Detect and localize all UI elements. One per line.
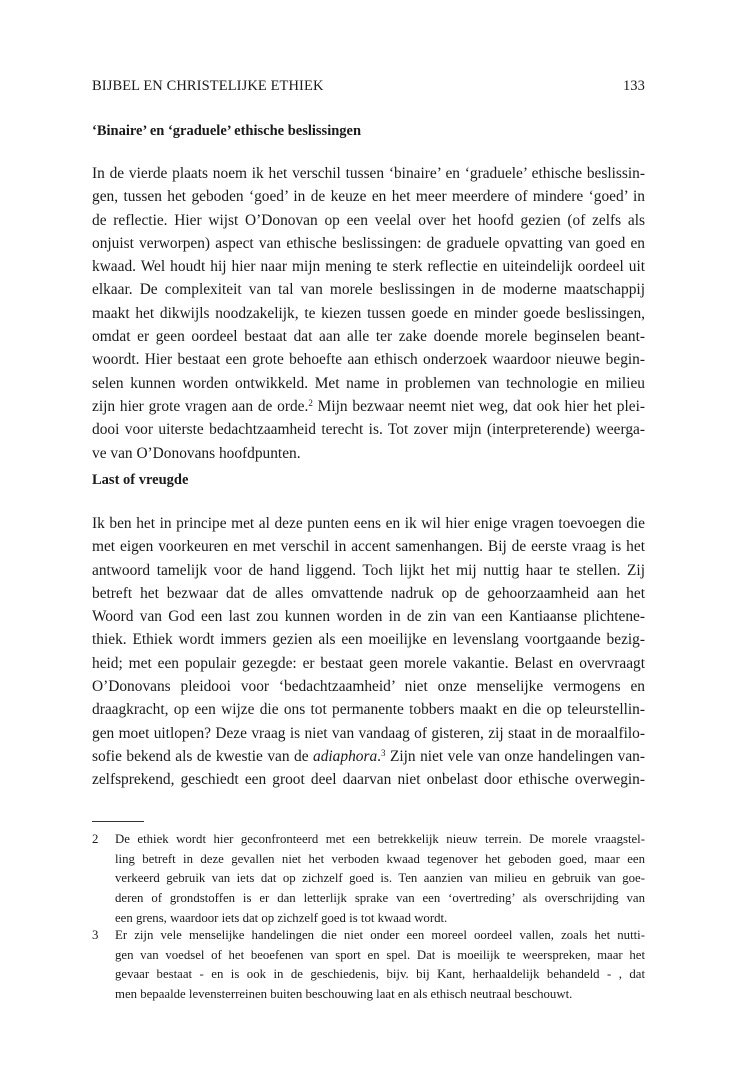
text-line: omdat er geen oordeel bestaat dat aan alle ter zake doende morele beginselen beant- — [92, 328, 645, 346]
paragraph-last-of-vreugde — [92, 512, 645, 792]
text-line: kwaad. Wel houdt hij hier naar mijn mening te sterk reflectie en uiteindelijk oordeel uit — [92, 258, 645, 276]
text-segment: Zijn niet vele van onze handelingen van- — [385, 747, 645, 765]
footnote-line: verkeerd gebruik van iets dat op zichzelf goed is. Ten aanzien van milieu en gebruik van goe- — [115, 871, 645, 886]
text-line: zelfsprekend, geschiedt een groot deel daarvan niet onbelast door ethische overwegin- — [92, 771, 645, 789]
text-line: betreft het bezwaar dat de alles omvattende nadruk op de gehoorzaamheid aan het — [92, 584, 645, 602]
footnote-ref-3[interactable]: 3 — [381, 747, 386, 758]
text-line: dooi voor uiterste bedachtzaamheid terecht is. Tot zover mijn (interpreterende) weerga- — [92, 421, 645, 439]
section-heading-last-of-vreugde: Last of vreugde — [92, 472, 189, 488]
text-line: de reflectie. Hier wijst O’Donovan op een veelal over het hoofd gezien (of zelfs als — [92, 211, 645, 229]
text-line: antwoord tamelijk voor de hand liggend. Toch lijkt het mij nuttig haar te stellen. Zij — [92, 561, 645, 579]
footnote-line: gevaar bestaat - en is ook in de geschiedenis, bijv. bij Kant, herhaaldelijk behandeld - , dat — [115, 967, 645, 982]
text-segment: . — [377, 747, 382, 765]
footnote-body — [115, 926, 645, 1005]
text-line: O’Donovans pleidooi voor ‘bedachtzaamheid’ niet onze menselijke vermogens en — [92, 678, 645, 696]
text-segment: zijn hier grote vragen aan de orde. — [92, 397, 309, 415]
italic-term-adiaphora: adiaphora — [313, 747, 378, 765]
text-line: onjuist verworpen) aspect van ethische beslissingen: de graduele opvatting van goed en — [92, 234, 645, 252]
text-line: thiek. Ethiek wordt immers gezien als een moeilijke en levenslang voortgaande bezig- — [92, 631, 645, 649]
text-line: woordt. Hier bestaat een grote behoefte aan ethisch onderzoek waardoor nieuwe begin- — [92, 351, 645, 369]
footnote-line: gen van voedsel of het beoefenen van sport en spel. Dat is moeilijk te weerspreken, maar het — [115, 947, 645, 962]
paragraph-binaire — [92, 162, 645, 465]
text-line: Ik ben het in principe met al deze punten eens en ik wil hier enige vragen toevoegen die — [92, 515, 645, 532]
footnote-number: 3 — [92, 928, 99, 942]
text-line-with-note — [92, 395, 645, 418]
footnote-number: 2 — [92, 832, 99, 846]
text-line: heid; met een populair gezegde: er bestaat geen morele vakantie. Belast en overvraagt — [92, 654, 645, 672]
footnote-body — [115, 830, 645, 928]
footnote-ref-2[interactable]: 2 — [308, 397, 313, 408]
text-line: elkaar. De complexiteit van tal van morele beslissingen in de moderne maatschappij — [92, 281, 645, 299]
text-line: Woord van God een last zou kunnen worden in de zin van een Kantiaanse plichtene- — [92, 608, 645, 626]
footnote-line: deren of grondstoffen is er dan letterlijk sprake van een ‘overtreding’ als overschrijding van — [115, 891, 645, 906]
text-line: draagkracht, op een wijze die ons tot permanente tobbers maakt en die op teleurstellin- — [92, 701, 645, 719]
footnote-line: Er zijn vele menselijke handelingen die niet onder een moreel oordeel vallen, zoals het nutti- — [115, 928, 645, 942]
text-line: In de vierde plaats noem ik het verschil tussen ‘binaire’ en ‘graduele’ ethische beslissin- — [92, 165, 645, 182]
footnote-divider — [92, 821, 144, 822]
text-line: ve van O’Donovans hoofdpunten. — [92, 444, 301, 462]
footnote-line: De ethiek wordt hier geconfronteerd met een betrekkelijk nieuw terrein. De morele vraagstel- — [115, 832, 645, 846]
text-line: gen, tussen het geboden ‘goed’ in de keuze en het meer meerdere of mindere ‘goed’ in — [92, 188, 645, 206]
text-line: gen moet uitlopen? Deze vraag is niet van vandaag of gisteren, zij staat in de moraalfilo- — [92, 724, 645, 742]
book-page — [92, 0, 645, 1068]
text-segment: sofie bekend als de kwestie van de — [92, 747, 314, 765]
page-number: 133 — [622, 78, 645, 94]
section-heading-binaire: ‘Binaire’ en ‘graduele’ ethische beslissingen — [92, 123, 362, 139]
text-segment: Mijn bezwaar neemt niet weg, dat ook hier het plei- — [312, 397, 645, 415]
text-line: met eigen voorkeuren en met verschil in accent samenhangen. Bij de eerste vraag is het — [92, 538, 645, 556]
footnote-line: ling betreft in deze gevallen niet het verboden kwaad tegenover het geboden goed, maar een — [115, 851, 645, 866]
text-line: selen kunnen worden ontwikkeld. Met name in problemen van technologie en milieu — [92, 374, 645, 392]
running-title: BIJBEL EN CHRISTELIJKE ETHIEK — [92, 78, 324, 94]
footnote-line: een grens, waardoor iets dat op zichzelf goed is tot kwaad wordt. — [115, 910, 448, 925]
footnote-line: men bepaalde levensterreinen buiten beschouwing laat en als ethisch neutraal beschouwt. — [115, 987, 573, 1002]
text-line: maakt het dikwijls noodzakelijk, te kiezen tussen goede en minder goede beslissingen, — [92, 304, 645, 322]
text-line-with-note — [92, 745, 645, 768]
